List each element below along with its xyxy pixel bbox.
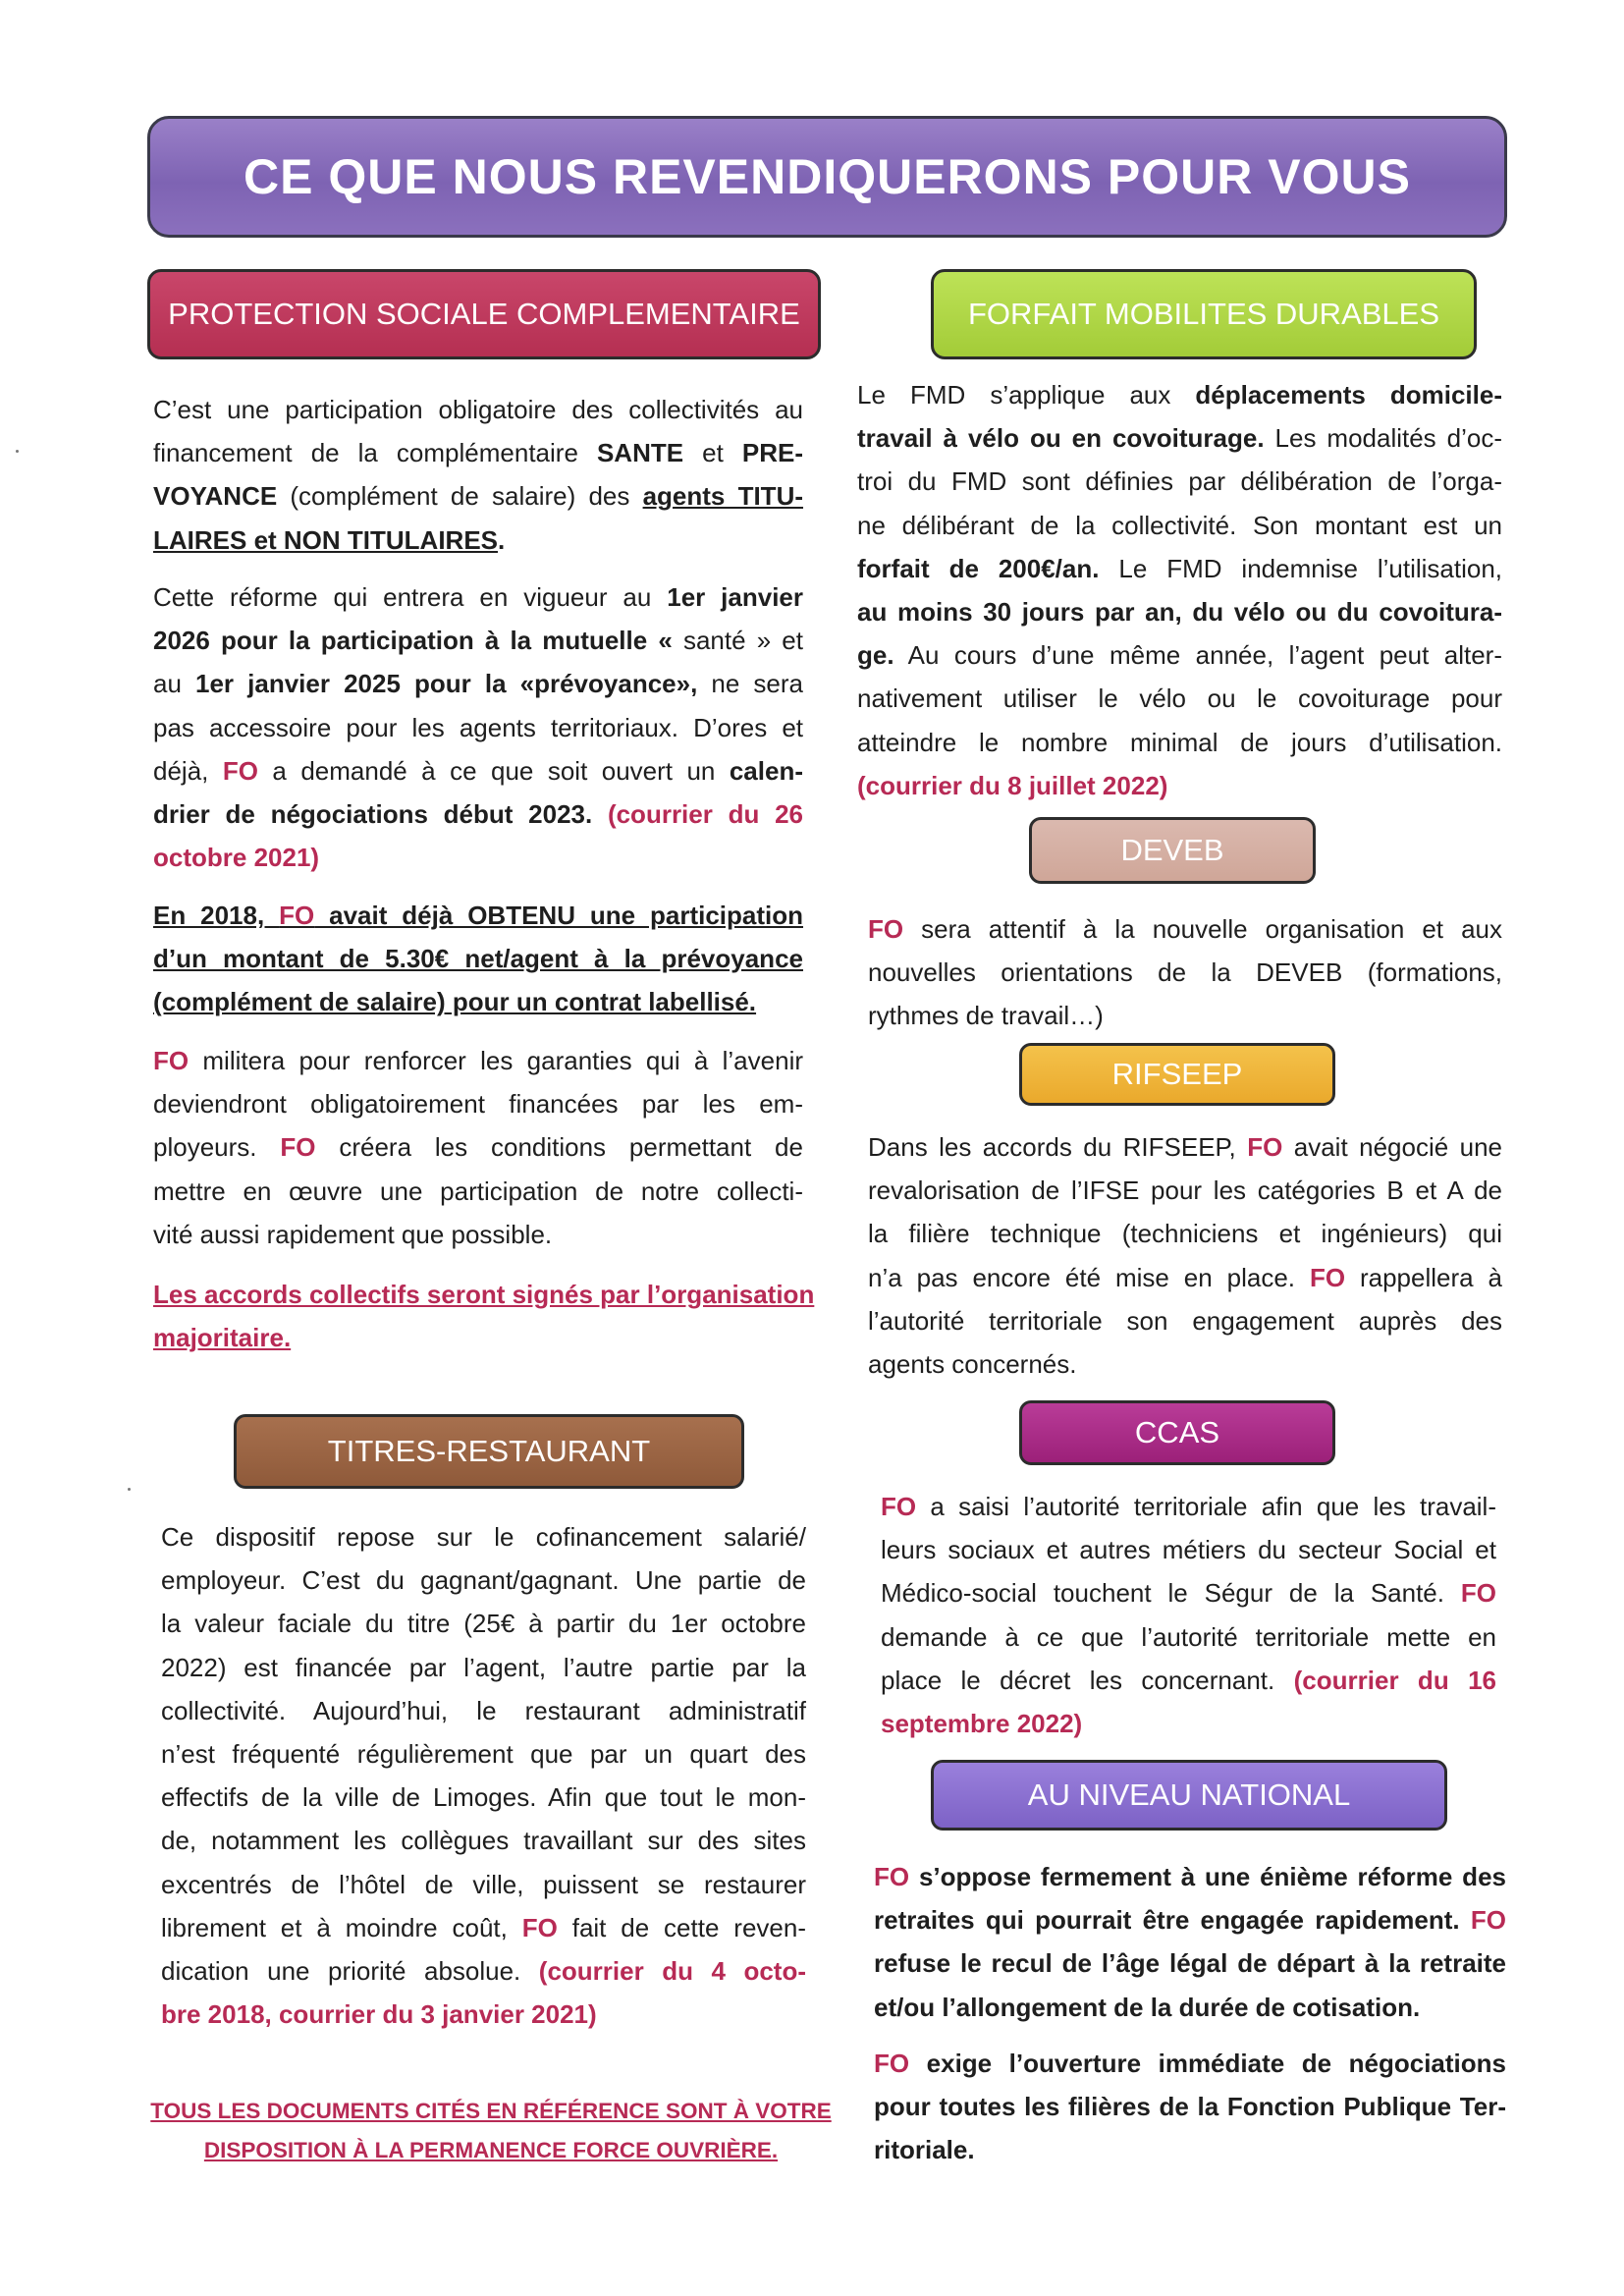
text-run: ne sera	[697, 669, 803, 699]
section-header-label: TITRES-RESTAURANT	[327, 1434, 651, 1468]
text-line: (complément de salaire) pour un contrat labellisé.	[153, 987, 757, 1017]
text-line: pour toutes les filières de la Fonction Publique Ter-	[874, 2092, 1506, 2122]
fo-label: FO	[874, 1862, 910, 1891]
section-header-forfait-mobilites	[931, 269, 1477, 359]
text-line: d’un montant de 5.30€ net/agent à la prévoyance	[153, 944, 803, 974]
text-line: majoritaire.	[153, 1323, 292, 1353]
text-run: a demandé à ce que soit ouvert un	[257, 755, 730, 786]
fo-label: FO	[222, 755, 258, 786]
text-line: de, notamment les collègues travaillant sur des sites	[161, 1826, 806, 1856]
text-run: créera les conditions permettant de	[315, 1132, 803, 1163]
text-line: deviendront obligatoirement financées par les em-	[153, 1089, 803, 1120]
text-line: Les accords collectifs seront signés par l’organisation	[153, 1280, 815, 1309]
fo-label: FO	[1309, 1262, 1346, 1292]
text-run: Les modalités d’oc-	[1264, 423, 1502, 454]
text-line	[153, 662, 803, 705]
text-line: rythmes de travail…)	[868, 1001, 1104, 1031]
text-line: excentrés de l’hôtel de ville, puissent se restaurer	[161, 1869, 806, 1899]
text-run: au	[153, 669, 196, 699]
text-line: la filière technique (techniciens et ingénieurs) qui	[868, 1219, 1502, 1249]
text-line	[857, 633, 1502, 677]
text-line	[868, 1256, 1502, 1299]
reference-text: septembre 2022)	[881, 1708, 1083, 1738]
text-run: s’oppose fermement à une énième réforme des	[909, 1862, 1506, 1891]
text-run: Le FMD indemnise l’utilisation,	[1099, 553, 1503, 583]
paragraph-protection-4	[153, 1039, 803, 1256]
section-header-label: PROTECTION SOCIALE COMPLEMENTAIRE	[168, 297, 800, 331]
text-line: Ce dispositif repose sur le cofinancement salarié/	[161, 1522, 806, 1552]
text-line: au moins 30 jours par an, du vélo ou du covoitura-	[857, 596, 1502, 627]
paragraph-accords	[153, 1273, 815, 1359]
text-line	[881, 1659, 1496, 1702]
fo-label: FO	[1247, 1132, 1283, 1162]
section-header-au-niveau-national	[931, 1760, 1447, 1831]
text-run: déplacements domicile-	[1195, 380, 1503, 410]
text-run: Médico-social touchent le Ségur de la Santé.	[881, 1578, 1461, 1609]
text-line: mettre en œuvre une participation de notre collecti-	[153, 1175, 803, 1206]
text-line: l’autorité territoriale son engagement auprès des	[868, 1305, 1502, 1336]
text-line	[161, 1906, 806, 1949]
fo-label: FO	[874, 2049, 910, 2078]
text-line: revalorisation de l’IFSE pour les catégories B et A de	[868, 1175, 1502, 1206]
text-line: atteindre le nombre minimal de jours d’utilisation.	[857, 727, 1502, 757]
scan-speck	[16, 450, 19, 453]
text-run: rappellera à	[1345, 1262, 1502, 1292]
text-run: VOYANCE	[153, 481, 278, 512]
text-run: avait déjà OBTENU une participation	[314, 901, 804, 930]
footer-line: TOUS LES DOCUMENTS CITÉS EN RÉFÉRENCE SONT À VOTRE	[150, 2099, 832, 2123]
fo-label: FO	[868, 914, 904, 944]
text-run: n’a pas encore été mise en place.	[868, 1262, 1310, 1292]
paragraph-national-1	[874, 1855, 1506, 2029]
text-run: a saisi l’autorité territoriale afin que les travail-	[916, 1492, 1496, 1521]
text-line	[857, 416, 1502, 460]
text-run: agents TITU-	[642, 481, 804, 512]
paragraph-deveb	[868, 907, 1502, 1038]
text-run: SANTE	[596, 438, 684, 468]
text-line	[161, 1949, 806, 1993]
text-run: ge.	[857, 640, 894, 671]
text-run: 1er janvier 2025 pour la «prévoyance»,	[195, 669, 698, 699]
paragraph-ccas	[881, 1485, 1496, 1745]
text-line	[153, 519, 803, 562]
text-line	[153, 1039, 803, 1082]
text-line	[857, 373, 1502, 416]
text-line	[868, 1125, 1502, 1169]
text-run: Cette réforme qui entrera en vigueur au	[153, 582, 668, 612]
reference-text: bre 2018, courrier du 3 janvier 2021)	[161, 1999, 597, 2030]
paragraph-protection-3	[153, 894, 803, 1024]
paragraph-protection-1	[153, 388, 803, 562]
text-line: ne délibérant de la collectivité. Son montant est un	[857, 510, 1502, 540]
text-line: ritoriale.	[874, 2135, 975, 2165]
fo-label: FO	[153, 1046, 189, 1075]
text-run: librement et à moindre coût,	[161, 1912, 522, 1942]
paragraph-protection-2	[153, 575, 803, 879]
paragraph-titres-restaurant	[161, 1515, 806, 2036]
text-line	[153, 793, 803, 836]
paragraph-rifseep	[868, 1125, 1502, 1386]
text-line	[881, 1571, 1496, 1614]
text-line	[153, 431, 803, 474]
text-run: (complément de salaire) des	[277, 481, 643, 512]
reference-text: (courrier du 8 juillet 2022)	[857, 770, 1168, 800]
text-run: et	[683, 438, 742, 468]
text-run: LAIRES et NON TITULAIRES	[153, 524, 499, 555]
text-line	[153, 619, 803, 662]
paragraph-forfait-mobilites	[857, 373, 1502, 807]
text-line	[874, 1855, 1506, 1898]
fo-label: FO	[521, 1912, 558, 1942]
text-line: nouvelles orientations de la DEVEB (formations,	[868, 957, 1502, 988]
section-header-titres-restaurant	[234, 1414, 744, 1489]
section-header-protection-sociale	[147, 269, 821, 359]
text-line	[153, 894, 803, 937]
section-header-deveb	[1029, 817, 1316, 884]
fo-label: FO	[881, 1492, 917, 1521]
scan-speck	[128, 1488, 131, 1491]
text-line	[868, 907, 1502, 951]
text-line: et/ou l’allongement de la durée de cotisation.	[874, 1992, 1421, 2022]
text-line: 2022) est financée par l’agent, l’autre partie par la	[161, 1652, 806, 1682]
text-run: Dans les accords du RIFSEEP,	[868, 1132, 1248, 1162]
text-run: drier de négociations début 2023.	[153, 798, 593, 829]
text-run: déjà,	[153, 755, 223, 786]
text-line	[881, 1485, 1496, 1528]
text-line: nativement utiliser le vélo ou le covoiturage pour	[857, 683, 1502, 714]
text-run: PRE-	[741, 438, 803, 468]
section-header-label: FORFAIT MOBILITES DURABLES	[967, 297, 1440, 331]
section-header-label: CCAS	[1134, 1415, 1220, 1449]
text-run: sera attentif à la nouvelle organisation et aux	[903, 914, 1502, 944]
text-run: 2026 pour la participation à la mutuelle «	[153, 626, 683, 656]
text-line	[153, 575, 803, 619]
text-run: et	[782, 626, 803, 656]
text-line: refuse le recul de l’âge légal de départ à la retraite	[874, 1948, 1506, 1979]
text-line: collectivité. Aujourd’hui, le restaurant administratif	[161, 1695, 806, 1725]
text-line: leurs sociaux et autres métiers du secteur Social et	[881, 1535, 1496, 1565]
text-line: troi du FMD sont définies par délibération de l’orga-	[857, 466, 1502, 497]
text-line: n’est fréquenté régulièrement que par un quart des	[161, 1738, 806, 1769]
section-header-label: DEVEB	[1120, 833, 1224, 867]
text-line: demande à ce que l’autorité territoriale mette en	[881, 1621, 1496, 1652]
section-header-rifseep	[1019, 1043, 1335, 1106]
reference-text: (courrier du 26	[592, 798, 803, 829]
fo-label: FO	[1470, 1905, 1506, 1936]
text-run: exige l’ouverture immédiate de négociations	[909, 2049, 1506, 2078]
text-run: En 2018,	[153, 901, 280, 930]
reference-text: (courrier du 4 octo-	[538, 1955, 806, 1986]
page-title-banner	[147, 116, 1507, 238]
fo-label: FO	[280, 1132, 316, 1163]
text-run: calen-	[729, 755, 803, 786]
text-run: financement de la complémentaire	[153, 438, 597, 468]
fo-label: FO	[1460, 1578, 1496, 1609]
text-line: employeur. C’est du gagnant/gagnant. Une partie de	[161, 1565, 806, 1596]
footer-note	[147, 2092, 835, 2170]
text-run: »	[745, 626, 783, 656]
text-run: militera pour renforcer les garanties qui à l’avenir	[189, 1046, 803, 1075]
text-line	[153, 1125, 803, 1169]
text-line	[153, 474, 803, 518]
section-header-ccas	[1019, 1400, 1335, 1465]
text-line	[153, 749, 803, 793]
section-header-label: AU NIVEAU NATIONAL	[1027, 1777, 1351, 1812]
text-line: C’est une participation obligatoire des collectivités au	[153, 395, 803, 424]
section-header-label: RIFSEEP	[1111, 1057, 1243, 1091]
text-run: forfait de 200€/an.	[857, 553, 1100, 583]
text-run: santé	[682, 626, 746, 656]
text-line: pas accessoire pour les agents territoriaux. D’ores et	[153, 712, 803, 742]
text-run: retraites qui pourrait être engagée rapidement.	[874, 1905, 1471, 1936]
text-run: avait négocié une	[1282, 1132, 1502, 1162]
fo-label: FO	[279, 901, 315, 930]
text-run: travail à vélo ou en covoiturage.	[857, 423, 1265, 454]
text-run: .	[498, 524, 506, 555]
text-line	[874, 1898, 1506, 1941]
reference-text: octobre 2021)	[153, 843, 320, 873]
text-run: place le décret les concernant.	[881, 1665, 1294, 1695]
text-line: agents concernés.	[868, 1348, 1077, 1379]
text-run: fait de cette reven-	[557, 1912, 806, 1942]
paragraph-national-2	[874, 2042, 1506, 2172]
text-run: Le FMD s’applique aux	[857, 380, 1196, 410]
text-line: vité aussi rapidement que possible.	[153, 1219, 553, 1249]
text-line: effectifs de la ville de Limoges. Afin que tout le mon-	[161, 1782, 806, 1813]
text-run: Au cours d’une même année, l’agent peut alter-	[893, 640, 1502, 671]
text-line: la valeur faciale du titre (25€ à partir du 1er octobre	[161, 1609, 806, 1639]
text-run: 1er janvier	[667, 582, 804, 612]
text-run: ployeurs.	[153, 1132, 281, 1163]
reference-text: (courrier du 16	[1293, 1665, 1496, 1695]
page-title: CE QUE NOUS REVENDIQUERONS POUR VOUS	[244, 149, 1411, 204]
text-line	[857, 547, 1502, 590]
text-line	[874, 2042, 1506, 2085]
text-run: dication une priorité absolue.	[161, 1955, 539, 1986]
footer-line: DISPOSITION À LA PERMANENCE FORCE OUVRIÈRE.	[203, 2138, 779, 2162]
